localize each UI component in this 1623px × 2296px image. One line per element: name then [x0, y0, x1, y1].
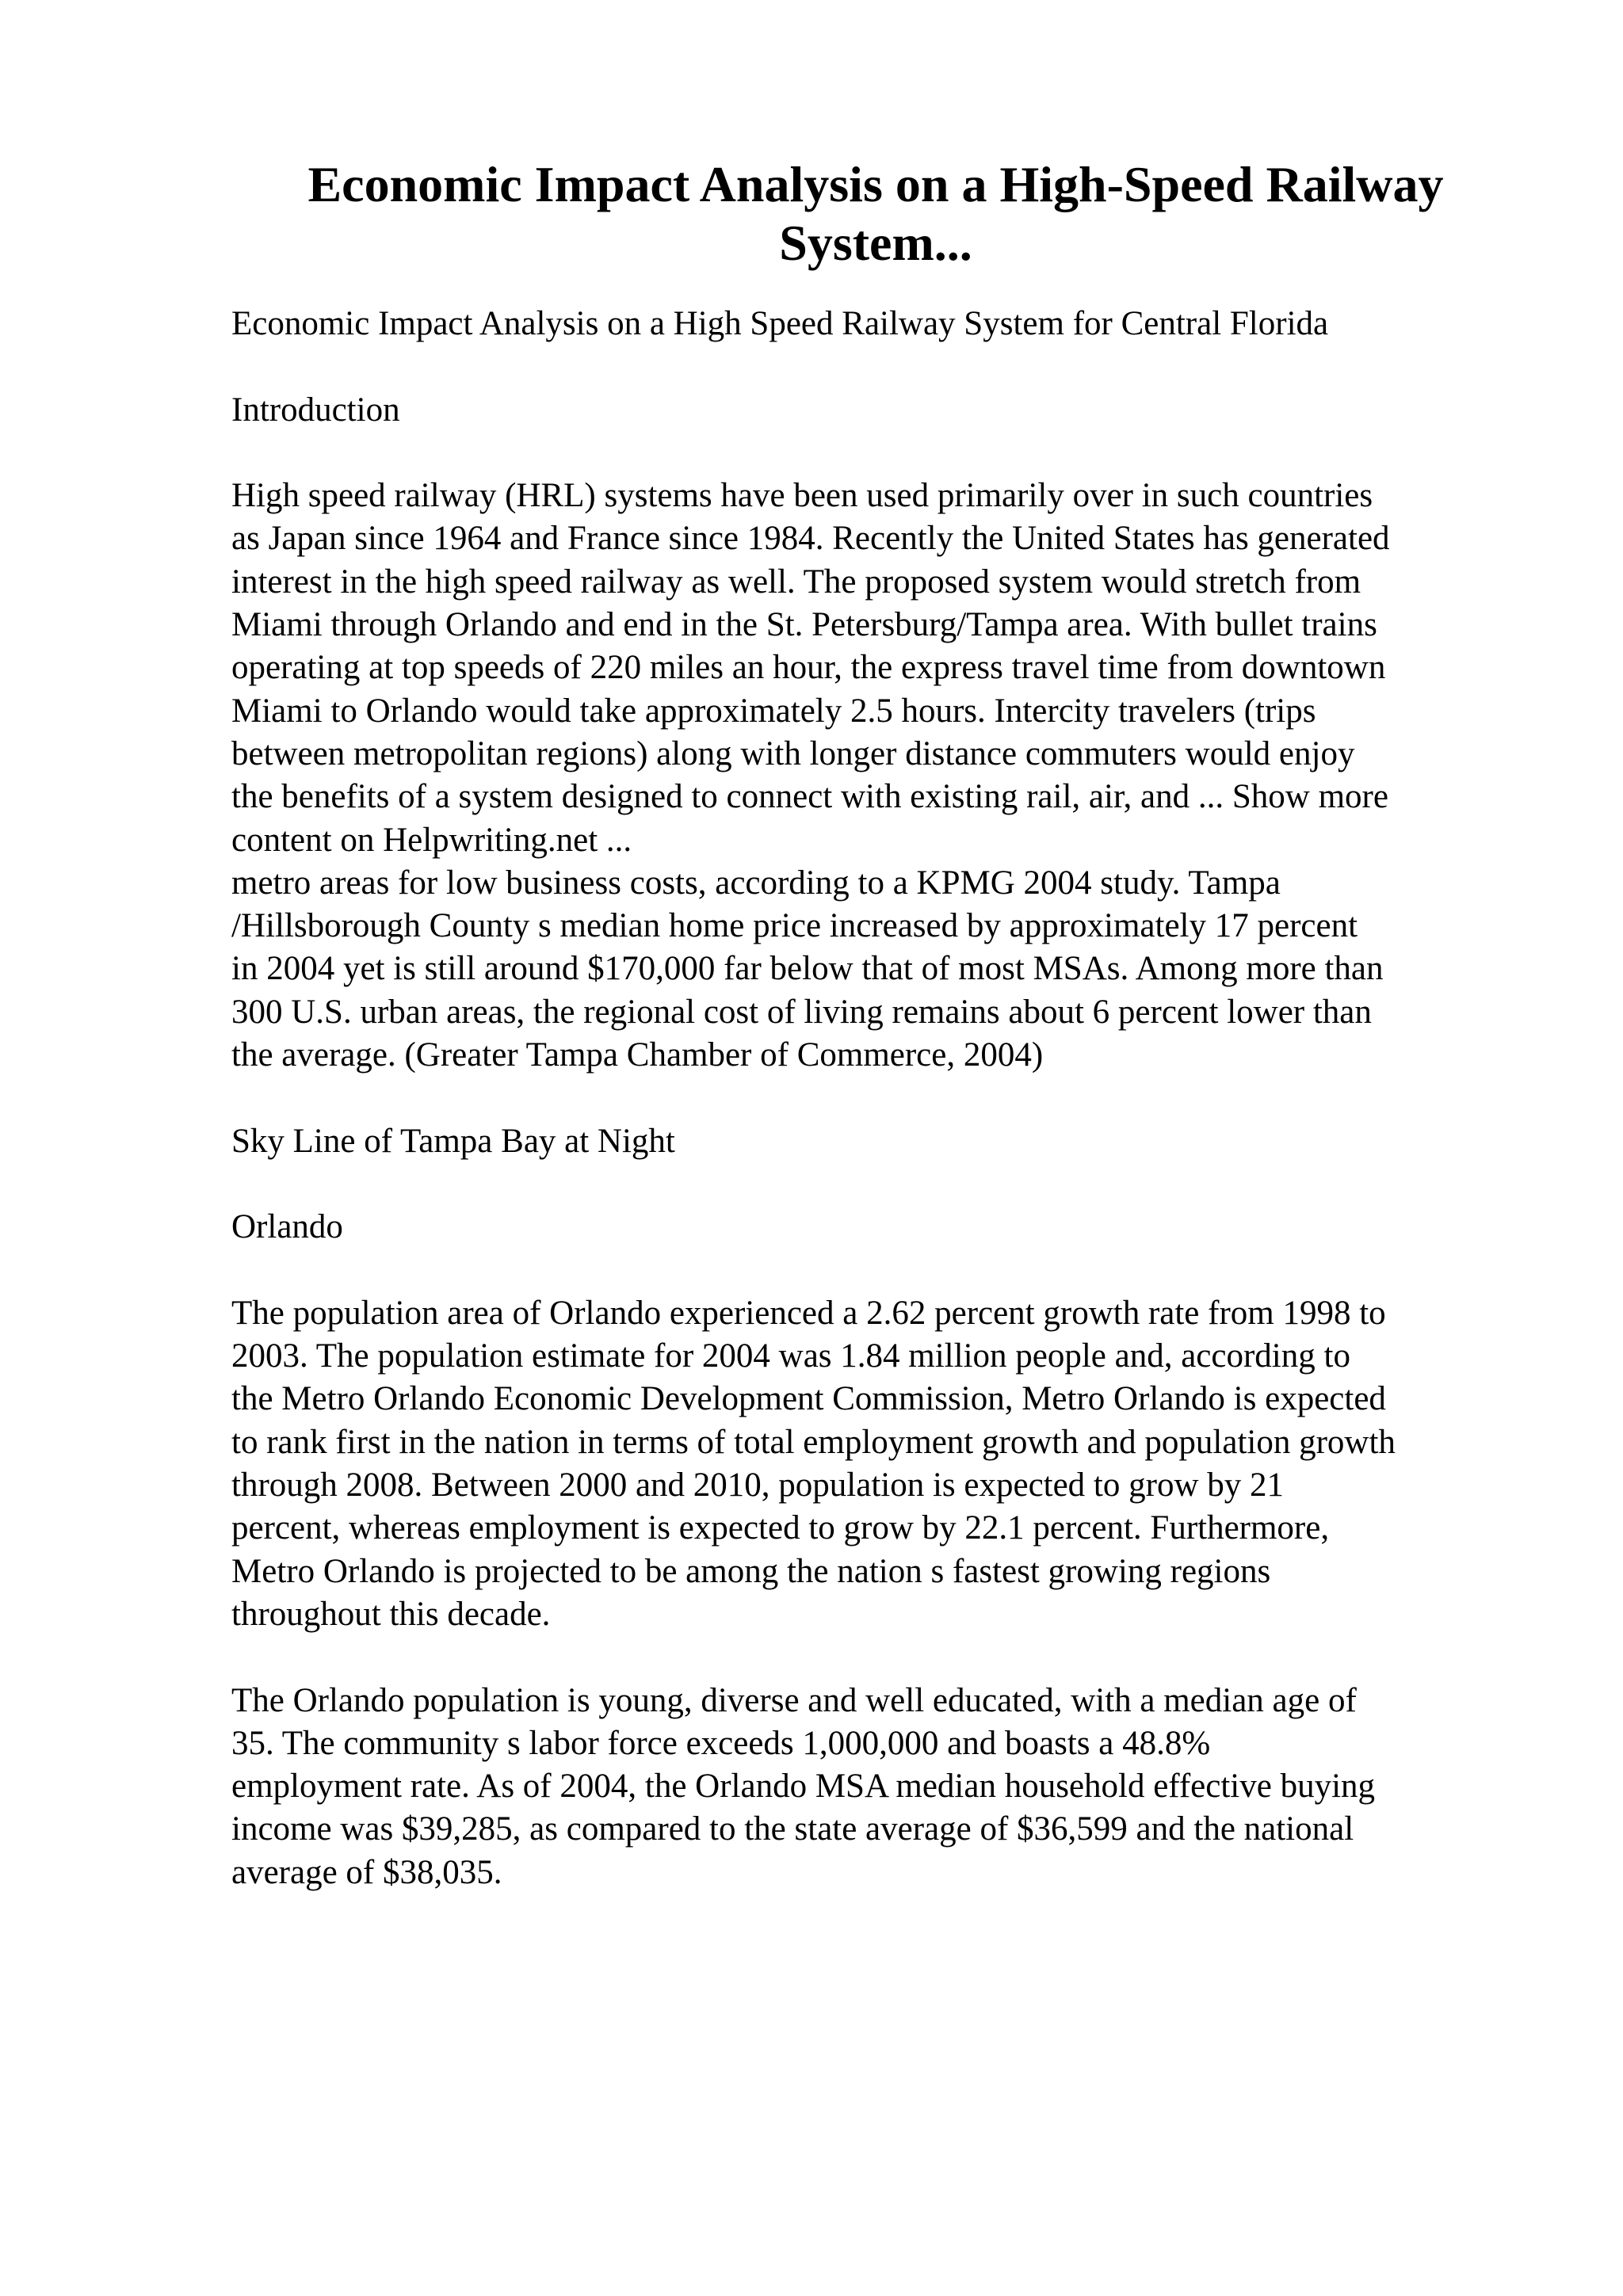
orlando-population-paragraph: The Orlando population is young, diverse and well educated, with a median age of 35. The community s labor force exceeds 1,000,000 and boasts a 48.8% employment rate. As of 2004, the Orlando MSA median household effective buying income was $39,285, as compared to the state average of $36,599 and the national average of $38,035. [231, 1681, 1376, 1891]
tampa-cost-paragraph: metro areas for low business costs, according to a KPMG 2004 study. Tampa /Hillsborough County s median home price increased by approximately 17 percent in 2004 yet is still around $170,000 far below that of most MSAs. Among more than 300 U.S. urban areas, the regional cost of living remains about 6 percent lower than the average. (Greater Tampa Chamber of Commerce, 2004) [231, 864, 1384, 1074]
subtitle-paragraph: Economic Impact Analysis on a High Speed Railway System for Central Florida [231, 305, 1329, 342]
section-heading-orlando: Orlando [231, 1208, 343, 1246]
orlando-growth-paragraph: The population area of Orlando experienced a 2.62 percent growth rate from 1998 to 2003. The population estimate for 2004 was 1.84 million people and, according to the Metro Orlando Economic Development Commission, Metro Orlando is expected to rank first in the nation in terms of total employment growth and population growth through 2008. Between 2000 and 2010, population is expected to grow by 21 percent, whereas employment is expected to grow by 22.1 percent. Furthermore, Metro Orlando is projected to be among the nation s fastest growing regions throughout this decade. [231, 1294, 1396, 1633]
image-caption-tampa-skyline: Sky Line of Tampa Bay at Night [231, 1122, 675, 1160]
section-heading-introduction: Introduction [231, 391, 400, 429]
document-title: Economic Impact Analysis on a High-Speed Railway System... [307, 156, 1444, 271]
document-body [231, 303, 1515, 1937]
introduction-paragraph: High speed railway (HRL) systems have been used primarily over in such countries as Japan since 1964 and France since 1984. Recently the United States has generated interest in the high speed railway as well. The proposed system would stretch from Miami through Orlando and end in the St. Petersburg/Tampa area. With bullet trains operating at top speeds of 220 miles an hour, the express travel time from downtown Miami to Orlando would take approximately 2.5 hours. Intercity travelers (trips between metropolitan regions) along with longer distance commuters would enjoy the benefits of a system designed to connect with existing rail, air, and ... Show more content on Helpwriting.net ... [231, 477, 1390, 859]
